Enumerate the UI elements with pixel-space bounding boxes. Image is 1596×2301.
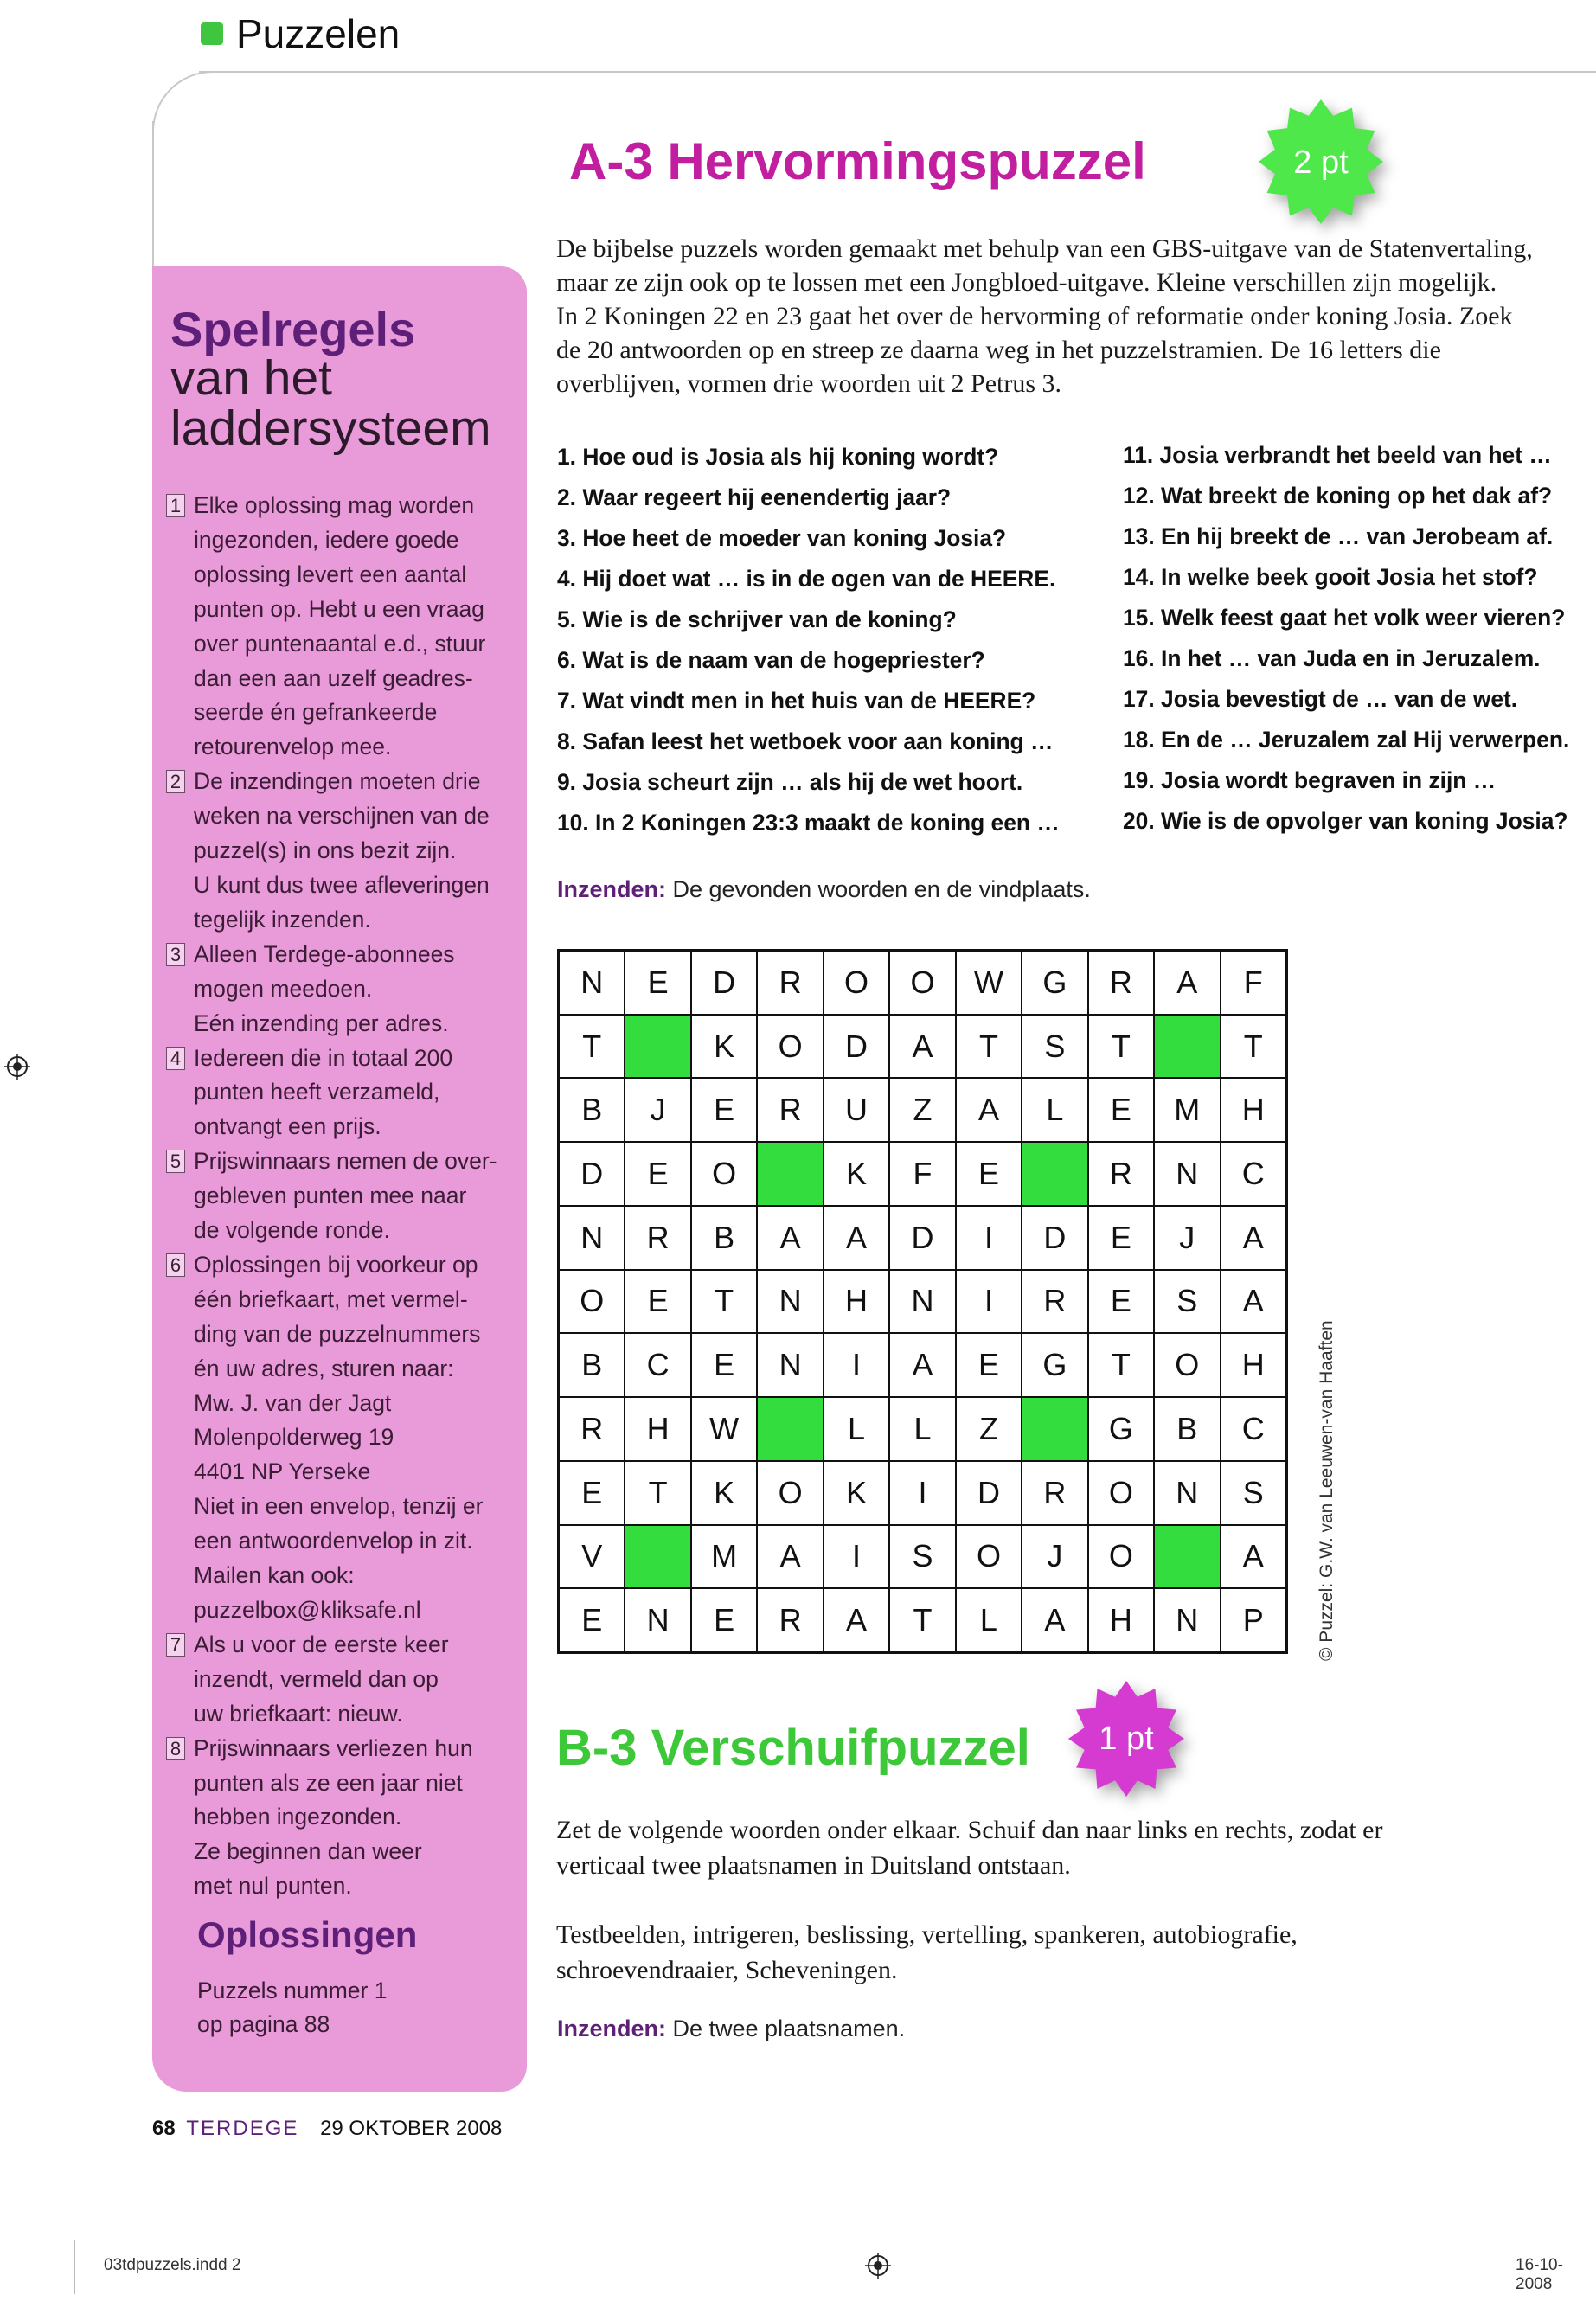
section-label: Puzzelen [236,11,401,56]
grid-cell: G [1022,1333,1087,1397]
question-item: 16. In het … van Juda en in Jeruzalem. [1123,645,1541,671]
grid-cell: R [1088,951,1154,1015]
sidebar-title: Spelregels [170,302,416,356]
grid-cell: W [691,1397,757,1461]
grid-cell: O [691,1142,757,1206]
crop-mark [74,2240,75,2294]
grid-cell: R [1022,1461,1087,1525]
rule-number: 5 [166,1150,185,1173]
rule-item [166,1042,512,1145]
grid-cell: T [956,1015,1022,1079]
rule-line: Eén inzending per adres. [194,1009,449,1036]
rule-line: U kunt dus twee afleveringen [194,871,490,898]
grid-cell: E [691,1333,757,1397]
grid-cell: K [691,1015,757,1079]
grid-cell: A [1221,1206,1286,1270]
grid-cell: N [1154,1588,1220,1652]
grid-cell: T [1221,1015,1286,1079]
points-badge-label: 2 pt [1293,144,1349,181]
grid-cell: H [1088,1588,1154,1652]
grid-cell: J [1022,1525,1087,1589]
rule-line: met nul punten. [194,1873,352,1900]
rule-line: Iedereen die in totaal 200 [194,1044,453,1071]
grid-cell-blocked [1154,1525,1220,1589]
grid-cell: A [824,1206,889,1270]
question-item: 1. Hoe oud is Josia als hij koning wordt? [557,444,999,470]
rule-line: een antwoordenvelop in zit. [194,1528,473,1554]
grid-cell: D [889,1206,955,1270]
grid-cell: D [559,1142,625,1206]
grid-cell: T [889,1588,955,1652]
grid-cell: O [757,1461,823,1525]
grid-cell: A [1022,1588,1087,1652]
grid-cell: B [691,1206,757,1270]
rule-number: 3 [166,943,185,966]
grid-cell-blocked [625,1015,690,1079]
rule-number: 8 [166,1737,185,1760]
grid-cell: B [1154,1397,1220,1461]
grid-cell: H [1221,1333,1286,1397]
grid-cell: N [757,1333,823,1397]
rule-line: Mw. J. van der Jagt [194,1389,392,1416]
intro-line: maar ze zijn ook op te lossen met een Jongbloed-uitgave. Kleine verschillen zijn mogelijk. [556,268,1497,297]
rule-line: weken na verschijnen van de [194,803,490,830]
grid-cell: H [625,1397,690,1461]
puzzle-b-title: B-3 Verschuifpuzzel [556,1720,1030,1776]
rule-line: én uw adres, sturen naar: [194,1355,454,1381]
grid-cell: D [691,951,757,1015]
intro-line: De bijbelse puzzels worden gemaakt met behulp van een GBS-uitgave van de Statenvertaling, [556,234,1533,263]
grid-cell: E [559,1588,625,1652]
grid-cell: H [824,1270,889,1334]
question-item: 11. Josia verbrandt het beeld van het … [1123,442,1552,468]
grid-cell: R [1022,1270,1087,1334]
star-burst-icon [1256,97,1386,227]
solutions-text [197,1974,387,2041]
grid-cell: O [757,1015,823,1079]
grid-cell: F [889,1142,955,1206]
intro-line: de 20 antwoorden op en streep ze daarna weg in het puzzelstramien. De 16 letters die [556,336,1441,364]
grid-cell: K [824,1142,889,1206]
grid-cell-blocked [1022,1397,1087,1461]
grid-cell-blocked [625,1525,690,1589]
page-number: 68 [152,2117,176,2140]
grid-cell: E [625,1142,690,1206]
rule-line: oplossing levert een aantal [194,561,467,587]
grid-cell: S [1221,1461,1286,1525]
question-item: 3. Hoe heet de moeder van koning Josia? [557,525,1007,551]
grid-cell: S [1022,1015,1087,1079]
question-item: 6. Wat is de naam van de hogepriester? [557,647,985,673]
star-burst-icon [1066,1678,1187,1799]
grid-cell: E [625,951,690,1015]
grid-cell: O [956,1525,1022,1589]
grid-cell: N [1154,1461,1220,1525]
rule-line: Ze beginnen dan weer [194,1838,422,1865]
grid-cell: K [691,1461,757,1525]
puzzle-b-submit [557,2016,905,2042]
puzzle-b-line: Zet de volgende woorden onder elkaar. Schuif dan naar links en rechts, zodat er [556,1816,1383,1844]
solutions-line: op pagina 88 [197,2011,330,2037]
question-item: 2. Waar regeert hij eenendertig jaar? [557,484,952,510]
questions-right [1123,435,1569,842]
question-item: 14. In welke beek gooit Josia het stof? [1123,564,1538,590]
grid-cell: T [691,1270,757,1334]
grid-cell: O [1154,1333,1220,1397]
grid-cell: J [625,1078,690,1142]
grid-cell: C [1221,1397,1286,1461]
grid-cell: D [1022,1206,1087,1270]
rule-line: één briefkaart, met vermel- [194,1285,468,1312]
grid-cell: Z [956,1397,1022,1461]
grid-cell: N [625,1588,690,1652]
rule-line: retourenvelop mee. [194,734,392,760]
grid-cell: A [824,1588,889,1652]
rule-item [166,1732,512,1905]
points-badge-label: 1 pt [1099,1721,1154,1757]
question-item: 20. Wie is de opvolger van koning Josia? [1123,808,1568,834]
frame-corner [152,71,249,168]
frame-top-line [199,71,1596,73]
puzzle-a-title: A-3 Hervormingspuzzel [569,132,1146,190]
grid-cell: E [1088,1206,1154,1270]
grid-cell: N [559,951,625,1015]
registration-mark-icon [865,2253,891,2279]
submit-label: Inzenden: [557,2016,666,2041]
rule-line: Elke oplossing mag worden [194,492,475,518]
grid-cell: O [1088,1461,1154,1525]
question-item: 13. En hij breekt de … van Jerobeam af. [1123,523,1554,549]
grid-cell: C [625,1333,690,1397]
grid-cell: M [1154,1078,1220,1142]
rule-item [166,1144,512,1248]
grid-cell: Z [889,1078,955,1142]
grid-cell: R [625,1206,690,1270]
question-item: 9. Josia scheurt zijn … als hij de wet hoort. [557,769,1023,795]
grid-cell: I [824,1333,889,1397]
rule-line: Alleen Terdege-abonnees [194,940,455,967]
rule-line: dan een aan uzelf geadres- [194,664,473,691]
solutions-line: Puzzels nummer 1 [197,1977,388,2003]
grid-cell: B [559,1078,625,1142]
grid-cell: V [559,1525,625,1589]
grid-cell: N [559,1206,625,1270]
grid-cell: E [1088,1078,1154,1142]
grid-cell: A [889,1333,955,1397]
intro-line: In 2 Koningen 22 en 23 gaat het over de hervorming of reformatie onder koning Josia. Zoek [556,302,1513,330]
rule-line: Mailen kan ook: [194,1562,355,1589]
rule-line: inzendt, vermeld dan op [194,1665,439,1692]
question-item: 7. Wat vindt men in het huis van de HEERE? [557,688,1036,714]
submit-text: De twee plaatsnamen. [666,2016,906,2041]
grid-cell: H [1221,1078,1286,1142]
grid-cell: L [956,1588,1022,1652]
rule-line: Prijswinnaars nemen de over- [194,1148,497,1175]
questions-left [557,437,1060,843]
rule-line: puzzel(s) in ons bezit zijn. [194,837,457,864]
grid-cell: A [757,1206,823,1270]
grid-cell: A [1154,951,1220,1015]
grid-cell: I [889,1461,955,1525]
grid-cell-blocked [757,1397,823,1461]
word-grid [557,949,1288,1654]
rule-line: de volgende ronde. [194,1217,390,1244]
rule-line: mogen meedoen. [194,975,373,1002]
grid-cell: E [1088,1270,1154,1334]
rule-line: puzzelbox@kliksafe.nl [194,1597,421,1623]
grid-cell: M [691,1525,757,1589]
slug-date: 16-10-2008 [1516,2256,1563,2293]
grid-cell: A [889,1015,955,1079]
grid-cell: E [691,1588,757,1652]
puzzle-b-line: Testbeelden, intrigeren, beslissing, vertelling, spankeren, autobiografie, [556,1920,1298,1949]
grid-cell-blocked [1154,1015,1220,1079]
question-item: 17. Josia bevestigt de … van de wet. [1123,686,1518,712]
grid-cell: E [625,1270,690,1334]
rule-number: 6 [166,1253,185,1277]
question-item: 4. Hij doet wat … is in de ogen van de HEERE. [557,566,1056,592]
points-badge-b [1066,1678,1187,1799]
rule-line: ingezonden, iedere goede [194,526,459,553]
puzzle-b-line: verticaal twee plaatsnamen in Duitsland ontstaan. [556,1851,1071,1880]
grid-cell: P [1221,1588,1286,1652]
rule-item [166,765,512,938]
grid-cell: D [956,1461,1022,1525]
page-footer [152,2117,502,2141]
rule-item [166,938,512,1042]
grid-cell: I [956,1270,1022,1334]
grid-cell: O [889,951,955,1015]
submit-label: Inzenden: [557,876,666,902]
grid-cell: A [757,1525,823,1589]
rule-number: 7 [166,1633,185,1657]
grid-cell: D [824,1015,889,1079]
rule-line: over puntenaantal e.d., stuur [194,630,486,657]
question-item: 15. Welk feest gaat het volk weer vieren? [1123,605,1566,631]
grid-cell: S [1154,1270,1220,1334]
slug-filename: 03tdpuzzels.indd 2 [104,2256,241,2274]
magazine-name: TERDEGE [186,2117,299,2140]
grid-cell: O [559,1270,625,1334]
grid-cell: U [824,1078,889,1142]
question-item: 19. Josia wordt begraven in zijn … [1123,767,1497,793]
grid-cell: A [1221,1525,1286,1589]
rule-line: seerde én gefrankeerde [194,699,438,726]
grid-cell: I [824,1525,889,1589]
grid-cell: L [889,1397,955,1461]
grid-cell: T [625,1461,690,1525]
question-item: 12. Wat breekt de koning op het dak af? [1123,483,1553,509]
question-item: 5. Wie is de schrijver van de koning? [557,606,957,632]
grid-cell: R [1088,1142,1154,1206]
rule-number: 1 [166,494,185,517]
grid-cell: A [1221,1270,1286,1334]
grid-cell: N [1154,1142,1220,1206]
rule-line: tegelijk inzenden. [194,906,371,933]
grid-cell: E [956,1333,1022,1397]
section-marker [201,22,223,45]
rule-item [166,1628,512,1732]
rule-line: Niet in een envelop, tenzij er [194,1493,484,1520]
rule-number: 2 [166,770,185,793]
solutions-title: Oplossingen [197,1914,418,1955]
rule-line: punten op. Hebt u een vraag [194,595,484,622]
puzzle-b-line: schroevendraaier, Scheveningen. [556,1956,898,1984]
puzzle-b-text [556,1812,1577,1988]
submit-text: De gevonden woorden en de vindplaats. [666,876,1091,902]
rule-item [166,489,512,765]
grid-cell: T [559,1015,625,1079]
grid-cell: G [1022,951,1087,1015]
grid-cell: R [757,1078,823,1142]
points-badge-a [1256,97,1386,227]
rule-line: De inzendingen moeten drie [194,768,481,795]
grid-cell: C [1221,1142,1286,1206]
question-item: 10. In 2 Koningen 23:3 maakt de koning een … [557,810,1060,836]
grid-cell: B [559,1333,625,1397]
grid-cell: W [956,951,1022,1015]
rule-line: Molenpolderweg 19 [194,1424,394,1451]
sidebar-subtitle [170,350,491,456]
question-item: 18. En de … Jeruzalem zal Hij verwerpen. [1123,727,1570,753]
sidebar-subtitle-line: laddersysteem [170,401,491,456]
puzzle-a-submit [557,876,1091,903]
grid-cell: R [559,1397,625,1461]
grid-cell: G [1088,1397,1154,1461]
grid-cell: J [1154,1206,1220,1270]
grid-cell: L [1022,1078,1087,1142]
grid-cell-blocked [757,1142,823,1206]
grid-cell: N [889,1270,955,1334]
question-item: 8. Safan leest het wetboek voor aan koning … [557,728,1054,754]
rule-line: ding van de puzzelnummers [194,1320,481,1347]
rule-line: Prijswinnaars verliezen hun [194,1734,473,1761]
grid-cell: O [1088,1525,1154,1589]
rule-number: 4 [166,1047,185,1070]
grid-cell: I [956,1206,1022,1270]
grid-cell: R [757,951,823,1015]
rule-line: punten als ze een jaar niet [194,1769,463,1796]
rule-line: hebben ingezonden. [194,1804,402,1830]
grid-cell: T [1088,1333,1154,1397]
grid-cell: O [824,951,889,1015]
grid-cell: N [757,1270,823,1334]
puzzle-a-intro [556,232,1568,401]
rule-line: ontvangt een prijs. [194,1113,381,1140]
grid-cell: A [956,1078,1022,1142]
grid-cell: E [956,1142,1022,1206]
sidebar-subtitle-line: van het [170,350,332,406]
intro-line: overblijven, vormen drie woorden uit 2 Petrus 3. [556,369,1062,398]
grid-cell: E [559,1461,625,1525]
grid-cell: F [1221,951,1286,1015]
grid-cell: R [757,1588,823,1652]
rule-line: Oplossingen bij voorkeur op [194,1251,478,1278]
grid-cell: S [889,1525,955,1589]
registration-mark-icon [4,1054,30,1080]
puzzle-credit: © Puzzel: G.W. van Leeuwen-van Haaften [1317,1320,1336,1661]
rule-line: gebleven punten mee naar [194,1183,467,1209]
grid-cell: K [824,1461,889,1525]
grid-cell: L [824,1397,889,1461]
rule-line: Als u voor de eerste keer [194,1631,449,1657]
spacer [556,1883,1577,1917]
grid-cell: T [1088,1015,1154,1079]
rule-line: uw briefkaart: nieuw. [194,1700,403,1727]
grid-cell-blocked [1022,1142,1087,1206]
rule-line: punten heeft verzameld, [194,1079,440,1106]
rule-item [166,1248,512,1628]
issue-date: 29 OKTOBER 2008 [320,2117,503,2140]
rules-list [166,489,512,1904]
grid-cell: E [691,1078,757,1142]
rule-line: 4401 NP Yerseke [194,1458,371,1485]
